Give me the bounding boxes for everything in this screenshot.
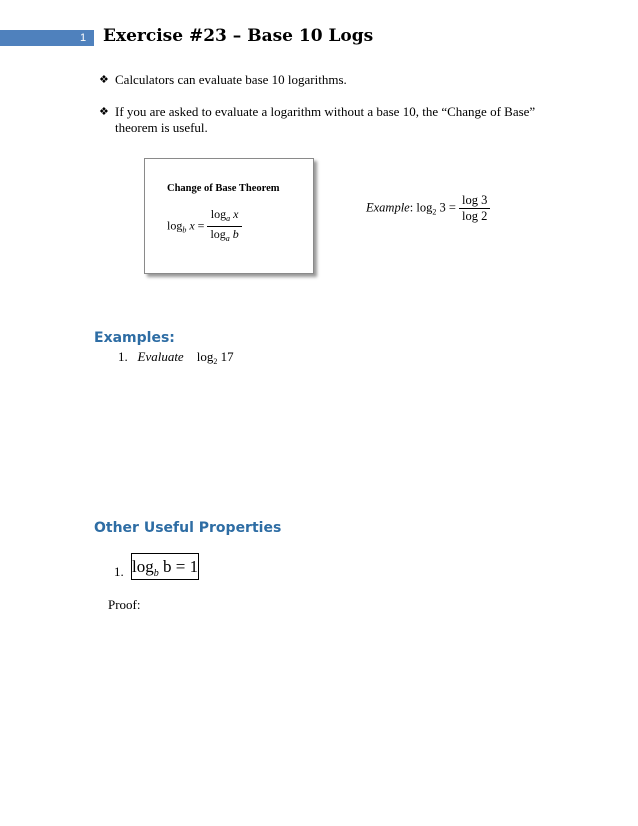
example-formula: Example: $\log_2 3$ = $\frac{\log 3}{\log 2}$ (366, 193, 490, 224)
proof-label: Proof: (108, 597, 141, 612)
theorem-fraction: $\frac{\log_a x}{\log_a b}$ (207, 207, 241, 246)
theorem-title: Change of Base Theorem (167, 183, 280, 194)
example-item: 1. Evaluate $\log_2 17$ (118, 349, 234, 366)
property-number: 1. (114, 564, 124, 579)
page-title: Exercise #23 – Base 10 Logs (103, 26, 374, 46)
bullet-text: Calculators can evaluate base 10 logarithms. (115, 72, 347, 87)
examples-heading: Examples: (94, 330, 175, 346)
bullet-item (99, 72, 585, 88)
property-formula-box: $\log_b b = 1$ (131, 553, 199, 580)
bullet-text: If you are asked to evaluate a logarithm without a base 10, the “Change of Base” theorem is useful. (115, 104, 536, 135)
theorem-formula: $\log_b x$ = $\frac{\log_a x}{\log_a b}$ (167, 207, 242, 246)
properties-heading: Other Useful Properties (94, 520, 282, 536)
example-fraction: $\frac{\log 3}{\log 2}$ (459, 193, 490, 224)
bullet-item (99, 104, 555, 136)
page-number: 1 (80, 32, 87, 44)
diamond-bullet-icon: ❖ (99, 74, 109, 86)
change-of-base-theorem-box (144, 158, 314, 274)
diamond-bullet-icon: ❖ (99, 106, 109, 118)
